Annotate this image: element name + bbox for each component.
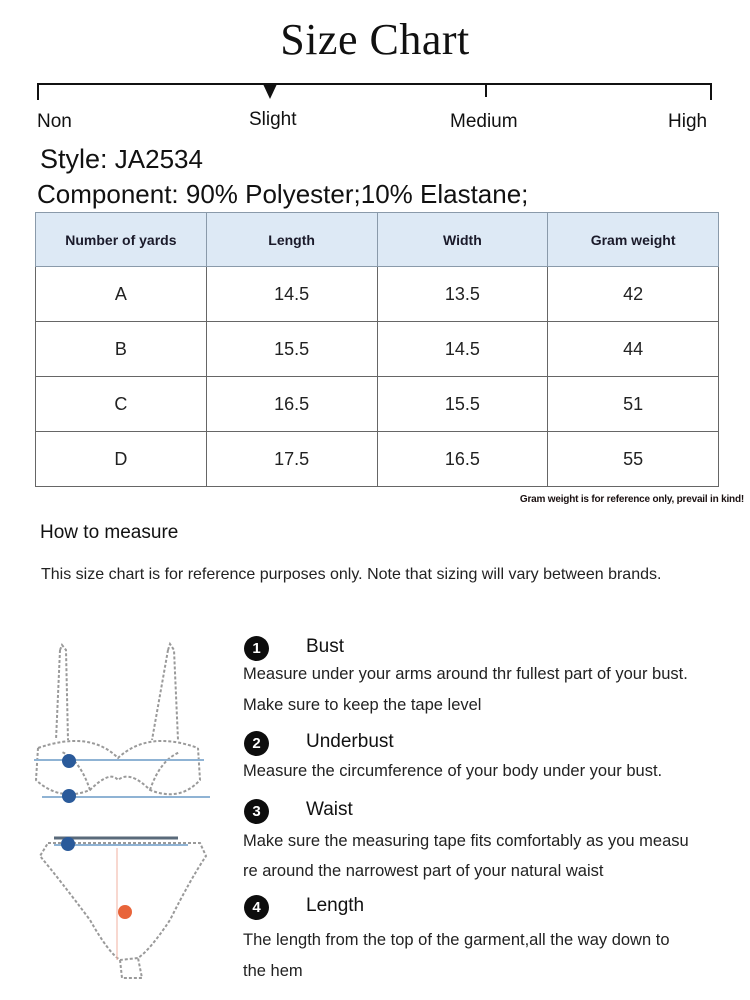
how-to-measure-title: How to measure	[40, 522, 179, 543]
cell-length: 15.5	[206, 322, 377, 377]
page-title: Size Chart	[280, 15, 470, 64]
bikini-illustration	[20, 630, 230, 990]
number-4-icon: 4	[244, 895, 269, 920]
cell-size: C	[36, 377, 207, 432]
step-text: Make sure to keep the tape level	[243, 696, 482, 714]
header-width: Width	[377, 213, 548, 267]
scale-marker-icon	[263, 84, 277, 99]
cell-size: D	[36, 432, 207, 487]
cell-size: B	[36, 322, 207, 377]
table-row	[36, 432, 719, 487]
step-text: The length from the top of the garment,all the way down to	[243, 931, 670, 949]
header-length: Length	[206, 213, 377, 267]
step-text: Measure under your arms around thr fullest part of your bust.	[243, 665, 688, 683]
cell-size: A	[36, 267, 207, 322]
scale-line	[37, 83, 712, 85]
number-1-icon: 1	[244, 636, 269, 661]
bikini-diagram-icon	[20, 630, 230, 990]
header-number-of-yards: Number of yards	[36, 213, 207, 267]
number-2-icon: 2	[244, 731, 269, 756]
step-title: Length	[306, 895, 365, 916]
how-to-measure-description: This size chart is for reference purposes only. Note that sizing will vary between brands.	[41, 566, 662, 583]
step-text: the hem	[243, 962, 303, 980]
step-title: Waist	[306, 799, 353, 820]
table-row	[36, 377, 719, 432]
cell-width: 14.5	[377, 322, 548, 377]
scale-label-high: High	[668, 111, 708, 132]
style-value: JA2534	[114, 144, 203, 174]
scale-label-slight: Slight	[249, 109, 297, 130]
scale-label-medium: Medium	[450, 111, 518, 132]
header-gram-weight: Gram weight	[548, 213, 719, 267]
cell-width: 16.5	[377, 432, 548, 487]
component-line: Component: 90% Polyester;10% Elastane;	[37, 179, 529, 209]
cell-width: 13.5	[377, 267, 548, 322]
scale-label-non: Non	[37, 111, 72, 132]
table-header-row	[36, 213, 719, 267]
size-table	[35, 212, 719, 487]
table-row	[36, 267, 719, 322]
cell-length: 17.5	[206, 432, 377, 487]
table-row	[36, 322, 719, 377]
cell-gram-weight: 44	[548, 322, 719, 377]
cell-length: 14.5	[206, 267, 377, 322]
cell-width: 15.5	[377, 377, 548, 432]
style-label: Style:	[40, 144, 108, 174]
step-title: Bust	[306, 636, 345, 657]
step-text: Measure the circumference of your body under your bust.	[243, 762, 663, 780]
cell-gram-weight: 51	[548, 377, 719, 432]
style-line	[40, 144, 203, 175]
scale-tick-medium	[485, 83, 487, 97]
cell-length: 16.5	[206, 377, 377, 432]
step-title: Underbust	[306, 731, 394, 752]
gram-weight-note: Gram weight is for reference only, prevail in kind!	[519, 494, 744, 505]
number-3-icon: 3	[244, 799, 269, 824]
scale-tick-non	[37, 83, 39, 100]
cell-gram-weight: 55	[548, 432, 719, 487]
cell-gram-weight: 42	[548, 267, 719, 322]
step-text: Make sure the measuring tape fits comfortably as you measu	[243, 832, 689, 850]
step-text: re around the narrowest part of your natural waist	[243, 862, 604, 880]
scale-tick-high	[710, 83, 712, 100]
